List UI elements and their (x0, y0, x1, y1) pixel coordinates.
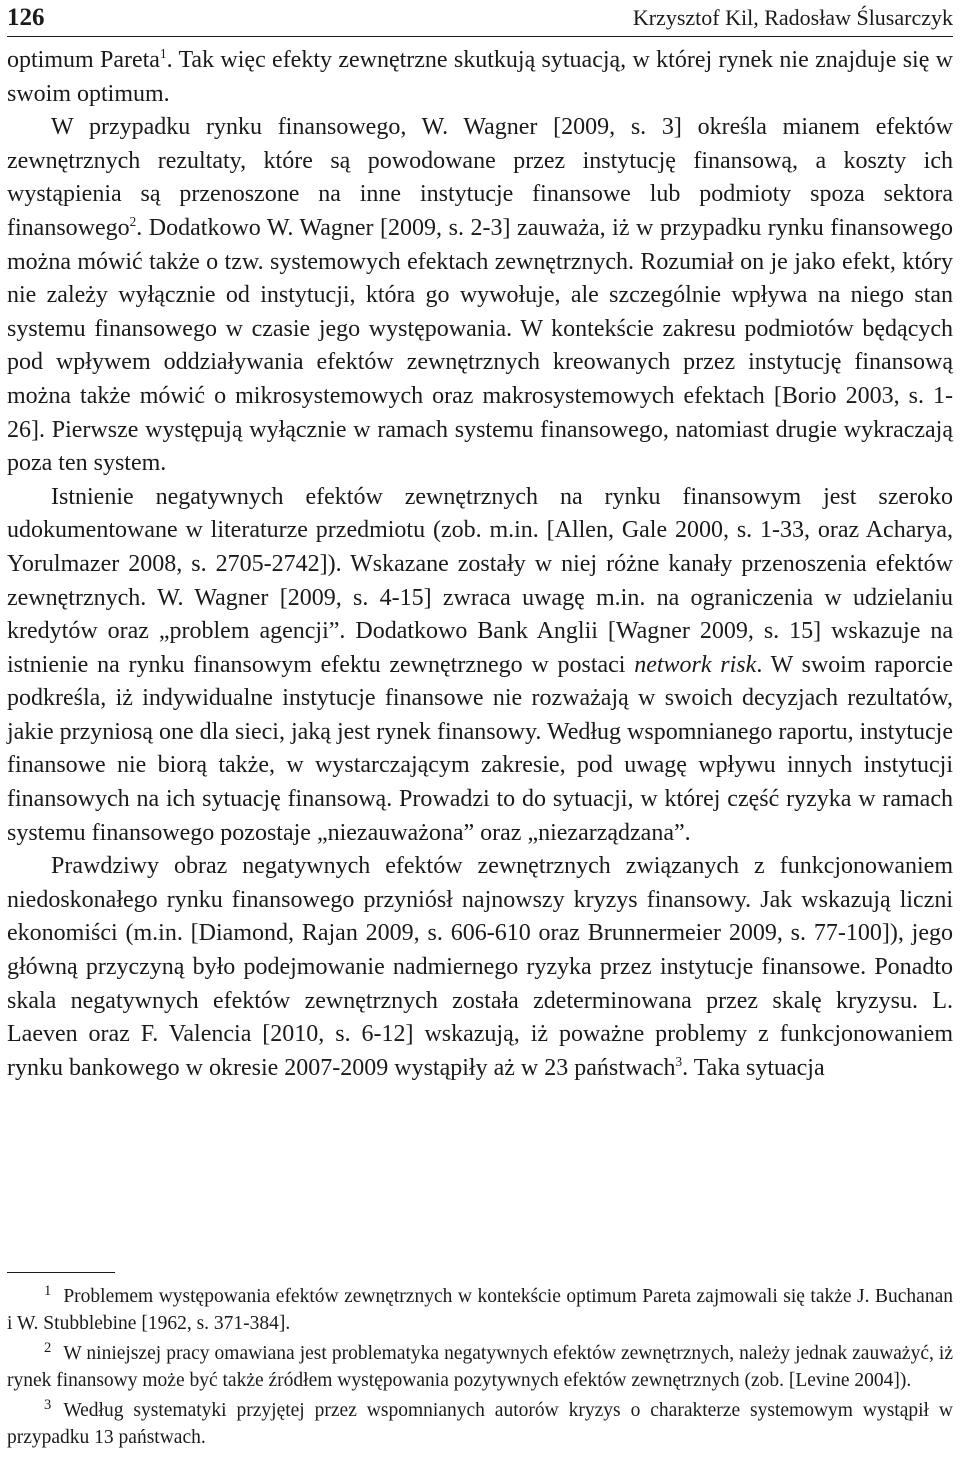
footnote-text: W niniejszej pracy omawiana jest problematyka negatywnych efektów zewnętrznych, należy jednak zauważyć, iż rynek finansowy może być także źródłem występowania pozytywnych efektów zewnętrznych (zob. [Levine 2004]). (7, 1343, 953, 1391)
text-run: Prawdziwy obraz negatywnych efektów zewnętrznych związanych z funkcjonowaniem niedoskonałego rynku finansowego przyniósł najnowszy kryzys finansowy. Jak wskazują liczni ekonomiści (m.in. [Diamond, Rajan 2009, s. 606-610 oraz Brunnermeier 2009, s. 77-100]), jego główną przyczyną było podejmowanie nadmiernego ryzyka przez instytucje finansowe. Ponadto skala negatywnych efektów zewnętrznych została zdeterminowana przez skalę kryzysu. L. Laeven oraz F. Valencia [2010, s. 6-12] wskazują, iż poważne problemy z funkcjonowaniem rynku bankowego w okresie 2007-2009 wystąpiły aż w 23 państwach (7, 853, 953, 1081)
footnote-2 (7, 1340, 953, 1394)
footnotes (7, 1272, 953, 1454)
footnote-text: Według systematyki przyjętej przez wspomnianych autorów kryzys o charakterze systemowym wystąpił w przypadku 13 państwach. (7, 1400, 953, 1448)
footnote-3 (7, 1397, 953, 1451)
footnote-divider (7, 1272, 115, 1273)
text-run: W przypadku rynku finansowego, W. Wagner [2009, s. 3] określa mianem efektów zewnętrznych rezultaty, które są powodowane przez instytucję finansową, a koszty ich wystąpienia są przenoszone na inne instytucje finansowe lub podmioty spoza sektora finansowego (7, 114, 953, 241)
text-run: . Dodatkowo W. Wagner [2009, s. 2-3] zauważa, iż w przypadku rynku finansowego można mówić także o tzw. systemowych efektach zewnętrznych. Rozumiał on je jako efekt, który nie zależy wyłącznie od instytucji, która go wywołuje, ale szczególnie wpływa na niego stan systemu finansowego w czasie jego występowania. W kontekście zakresu podmiotów będących pod wpływem oddziaływania efektów zewnętrznych kreowanych przez instytucję finansową można także mówić o mikrosystemowych oraz makrosystemowych efektach [Borio 2003, s. 1-26]. Pierwsze występują wyłącznie w ramach systemu finansowego, natomiast drugie wykraczają poza ten system. (7, 214, 953, 477)
main-text (7, 44, 953, 1085)
italic-term: network risk (634, 651, 757, 678)
page-header (7, 0, 953, 37)
text-run: . Taka sytuacja (682, 1054, 825, 1081)
paragraph-1 (7, 44, 953, 111)
paragraph-4 (7, 850, 953, 1085)
footnote-1 (7, 1283, 953, 1337)
footnote-text: Problemem występowania efektów zewnętrznych w kontekście optimum Pareta zajmowali się także J. Buchanan i W. Stubblebine [1962, s. 371-384]. (7, 1286, 953, 1334)
text-run: optimum Pareta (7, 47, 160, 73)
paragraph-2 (7, 111, 953, 481)
footnote-ref-1: 1 (159, 46, 167, 61)
running-head-authors: Krzysztof Kil, Radosław Ślusarczyk (632, 5, 953, 30)
footnote-ref-2: 2 (129, 213, 137, 229)
paragraph-3 (7, 481, 953, 851)
text-run: . W swoim raporcie podkreśla, iż indywidualne instytucje finansowe nie rozważają w swoich decyzjach rezultatów, jakie przyniosą one dla sieci, jaką jest rynek finansowy. Według wspomnianego raportu, instytucje finansowe nie biorą także, w wystarczającym zakresie, pod uwagę wpływu innych instytucji finansowych na ich sytuację finansową. Prowadzi to do sytuacji, w której część ryzyka w ramach systemu finansowego pozostaje „niezauważona” oraz „niezarządzana”. (7, 651, 953, 846)
footnote-ref-3: 3 (675, 1053, 683, 1069)
page-number: 126 (7, 4, 45, 31)
text-run: Istnienie negatywnych efektów zewnętrznych na rynku finansowym jest szeroko udokumentowane w literaturze przedmiotu (zob. m.in. [Allen, Gale 2000, s. 1-33, oraz Acharya, Yorulmazer 2008, s. 2705-2742]). Wskazane zostały w niej różne kanały przenoszenia efektów zewnętrznych. W. Wagner [2009, s. 4-15] zwraca uwagę m.in. na ograniczenia w udzielaniu kredytów oraz „problem agencji”. Dodatkowo Bank Anglii [Wagner 2009, s. 15] wskazuje na istnienie na rynku finansowym efektu zewnętrznego w postaci (7, 483, 953, 678)
footnote-mark: 3 (44, 1396, 52, 1413)
text-run: . Tak więc efekty zewnętrzne skutkują sytuacją, w której rynek nie znajduje się w swoim optimum. (7, 47, 954, 107)
footnote-mark: 2 (44, 1339, 52, 1356)
footnote-mark: 1 (44, 1282, 52, 1299)
